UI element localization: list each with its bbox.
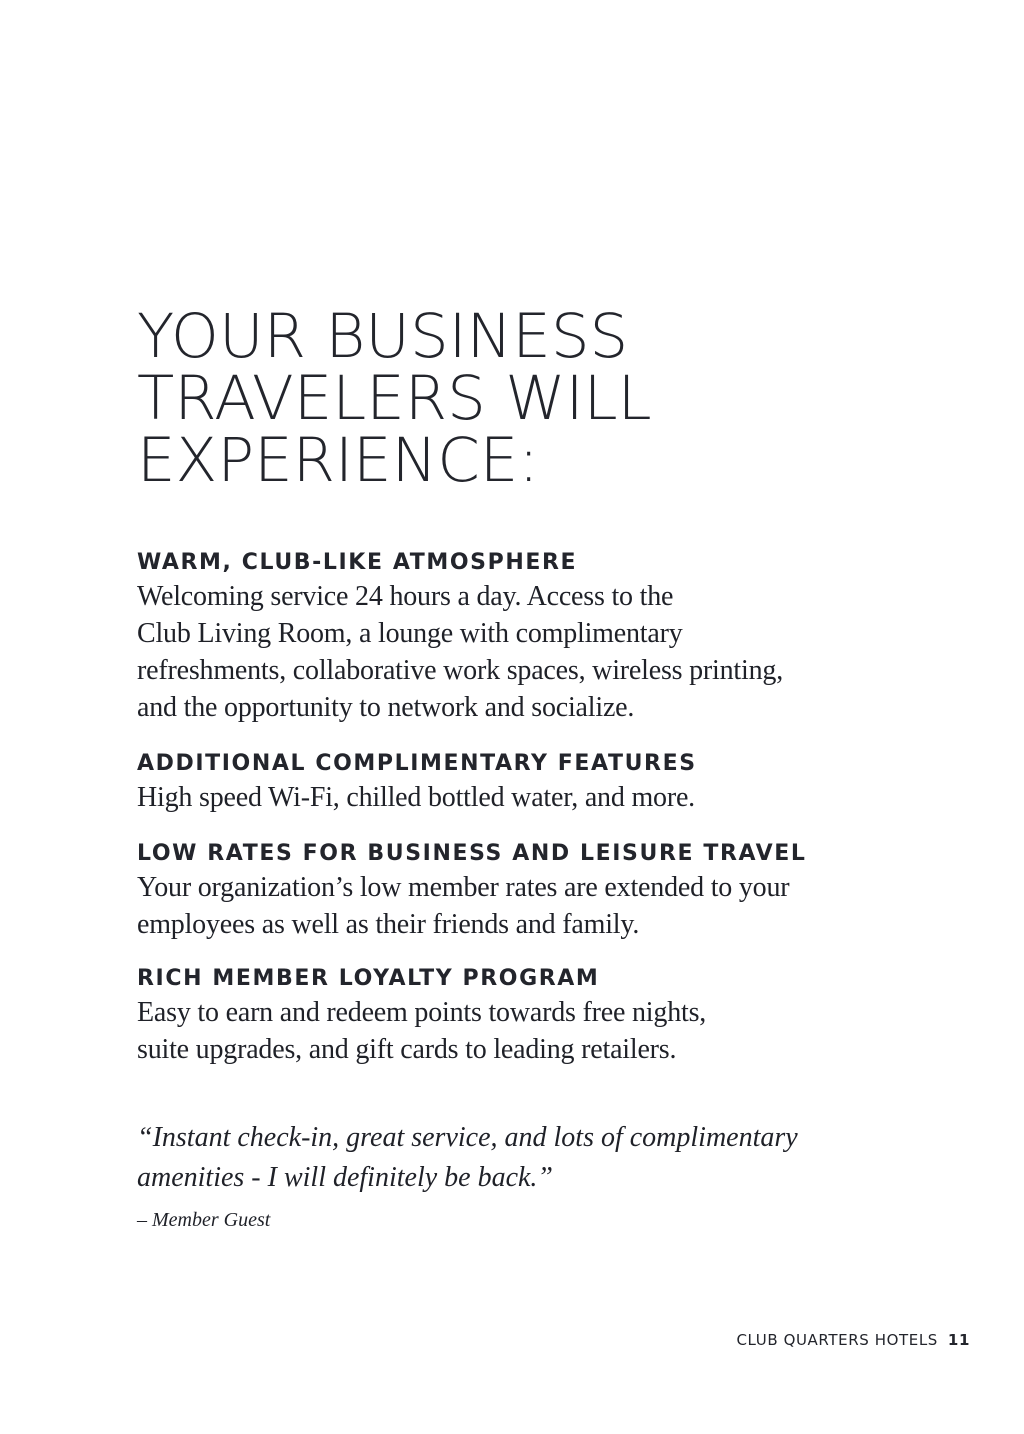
body-line: and the opportunity to network and socialize. [137, 692, 635, 723]
footer-brand: CLUB QUARTERS HOTELS [736, 1331, 938, 1349]
section-body [137, 779, 897, 816]
body-line: suite upgrades, and gift cards to leading retailers. [137, 1034, 677, 1065]
body-line: High speed Wi-Fi, chilled bottled water, and more. [137, 782, 695, 813]
page-number: 11 [947, 1331, 970, 1349]
section-heading: RICH MEMBER LOYALTY PROGRAM [137, 966, 600, 991]
testimonial-attribution: – Member Guest [137, 1209, 271, 1231]
page-title-line: YOUR BUSINESS [137, 301, 629, 372]
section-body [137, 869, 897, 943]
body-line: Easy to earn and redeem points towards free nights, [137, 997, 707, 1028]
body-line: Welcoming service 24 hours a day. Access to the [137, 581, 674, 612]
page-title-line: TRAVELERS WILL [137, 363, 652, 434]
section-body [137, 994, 897, 1068]
section-warm-atmosphere [137, 548, 897, 726]
quote-line: amenities - I will definitely be back.” [137, 1162, 554, 1193]
section-loyalty-program [137, 964, 897, 1068]
section-heading: LOW RATES FOR BUSINESS AND LEISURE TRAVEL [137, 841, 807, 866]
page-title-line: EXPERIENCE: [137, 425, 539, 496]
body-line: Your organization’s low member rates are extended to your [137, 872, 790, 903]
section-complimentary-features [137, 749, 897, 816]
body-line: employees as well as their friends and family. [137, 909, 640, 940]
section-low-rates [137, 839, 897, 943]
testimonial-quote [137, 1118, 897, 1198]
page-title [137, 301, 857, 496]
section-heading: WARM, CLUB-LIKE ATMOSPHERE [137, 550, 578, 575]
page-footer [736, 1328, 970, 1352]
section-body [137, 578, 897, 726]
body-line: refreshments, collaborative work spaces, wireless printing, [137, 655, 783, 686]
quote-line: “Instant check-in, great service, and lots of complimentary [137, 1122, 798, 1153]
section-heading: ADDITIONAL COMPLIMENTARY FEATURES [137, 751, 697, 776]
body-line: Club Living Room, a lounge with complimentary [137, 618, 683, 649]
